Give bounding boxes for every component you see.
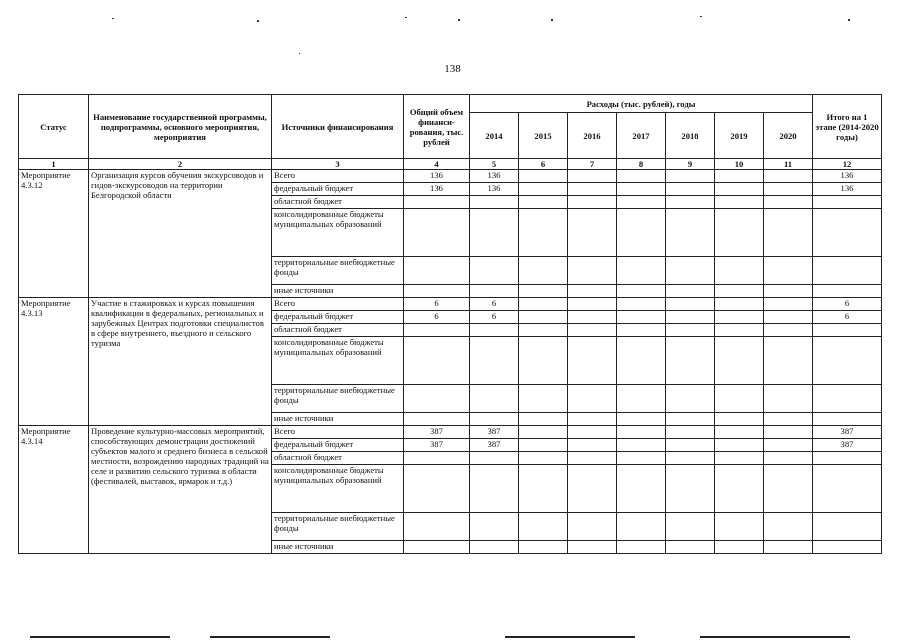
- year-cell: [666, 311, 715, 324]
- funding-source: консолидированные бюджеты муниципальных образований: [272, 337, 404, 385]
- scan-edge-line: [700, 636, 850, 638]
- year-2014-cell: 136: [470, 170, 519, 183]
- year-cell: [715, 452, 764, 465]
- total-volume-cell: [404, 452, 470, 465]
- total-volume-cell: 6: [404, 311, 470, 324]
- funding-source: федеральный бюджет: [272, 439, 404, 452]
- year-2014-cell: [470, 385, 519, 413]
- stage-total-cell: [813, 285, 882, 298]
- year-cell: [764, 541, 813, 554]
- stage-total-cell: [813, 452, 882, 465]
- year-cell: [715, 541, 764, 554]
- year-cell: [617, 257, 666, 285]
- year-cell: [666, 452, 715, 465]
- total-volume-cell: [404, 337, 470, 385]
- funding-source: Всего: [272, 298, 404, 311]
- year-cell: [666, 324, 715, 337]
- year-cell: [666, 298, 715, 311]
- stage-total-cell: [813, 257, 882, 285]
- year-cell: [666, 385, 715, 413]
- year-cell: [617, 170, 666, 183]
- funding-source: иные источники: [272, 413, 404, 426]
- header-sources: Источники финансирования: [272, 95, 404, 159]
- year-cell: [666, 209, 715, 257]
- year-cell: [617, 209, 666, 257]
- year-cell: [764, 337, 813, 385]
- page-number: 138: [444, 63, 461, 75]
- year-cell: [715, 183, 764, 196]
- year-cell: [519, 183, 568, 196]
- year-cell: [519, 426, 568, 439]
- stage-total-cell: [813, 196, 882, 209]
- stage-total-cell: [813, 413, 882, 426]
- total-volume-cell: 6: [404, 298, 470, 311]
- year-cell: [666, 285, 715, 298]
- year-cell: [519, 324, 568, 337]
- year-cell: [568, 285, 617, 298]
- total-volume-cell: [404, 209, 470, 257]
- scan-speck: [551, 19, 553, 21]
- funding-source: федеральный бюджет: [272, 183, 404, 196]
- funding-source: федеральный бюджет: [272, 311, 404, 324]
- total-volume-cell: 136: [404, 170, 470, 183]
- year-cell: [617, 385, 666, 413]
- column-index: 7: [568, 159, 617, 170]
- year-cell: [568, 413, 617, 426]
- column-index: 6: [519, 159, 568, 170]
- year-cell: [519, 209, 568, 257]
- year-cell: [764, 257, 813, 285]
- year-cell: [715, 426, 764, 439]
- year-cell: [568, 257, 617, 285]
- year-cell: [666, 257, 715, 285]
- year-2014-cell: [470, 465, 519, 513]
- header-year: 2015: [519, 113, 568, 159]
- year-cell: [617, 285, 666, 298]
- scan-speck: [112, 18, 114, 19]
- year-cell: [519, 413, 568, 426]
- year-cell: [666, 439, 715, 452]
- event-name: Участие в стажировках и курсах повышения квалификации в федеральных, региональных и зарубежных Центрах подготовки специалистов в сфере внутреннего, въездного и сельского туризма: [89, 298, 272, 426]
- year-2014-cell: 387: [470, 439, 519, 452]
- header-program-name: Наименование государственной программы, подпрограммы, основного мероприятия, мероприятия: [89, 95, 272, 159]
- year-cell: [715, 413, 764, 426]
- year-cell: [715, 385, 764, 413]
- stage-total-cell: [813, 465, 882, 513]
- stage-total-cell: [813, 324, 882, 337]
- year-cell: [666, 413, 715, 426]
- year-2014-cell: [470, 413, 519, 426]
- year-cell: [764, 465, 813, 513]
- year-cell: [519, 285, 568, 298]
- year-2014-cell: [470, 541, 519, 554]
- header-year: 2016: [568, 113, 617, 159]
- column-index: 4: [404, 159, 470, 170]
- year-cell: [666, 465, 715, 513]
- year-2014-cell: [470, 209, 519, 257]
- stage-total-cell: [813, 513, 882, 541]
- total-volume-cell: [404, 465, 470, 513]
- stage-total-cell: 6: [813, 298, 882, 311]
- year-cell: [764, 196, 813, 209]
- funding-source: территориальные внебюджетные фонды: [272, 513, 404, 541]
- scan-speck: [848, 19, 850, 21]
- year-2014-cell: 387: [470, 426, 519, 439]
- year-cell: [764, 285, 813, 298]
- column-index: 10: [715, 159, 764, 170]
- header-stage-total: Итого на 1 этапе (2014-2020 годы): [813, 95, 882, 159]
- year-cell: [764, 170, 813, 183]
- year-cell: [764, 311, 813, 324]
- scan-edge-line: [505, 636, 635, 638]
- total-volume-cell: [404, 513, 470, 541]
- scan-speck: [405, 17, 407, 18]
- year-cell: [666, 170, 715, 183]
- funding-source: областной бюджет: [272, 196, 404, 209]
- header-year: 2018: [666, 113, 715, 159]
- year-2014-cell: [470, 513, 519, 541]
- event-status: Мероприятие 4.3.12: [19, 170, 89, 298]
- year-cell: [519, 439, 568, 452]
- year-cell: [666, 337, 715, 385]
- scan-speck: [299, 53, 300, 54]
- year-cell: [568, 311, 617, 324]
- year-cell: [568, 513, 617, 541]
- header-total-volume: Общий объем финанси-рования, тыс. рублей: [404, 95, 470, 159]
- year-cell: [617, 196, 666, 209]
- year-cell: [519, 513, 568, 541]
- year-cell: [617, 439, 666, 452]
- year-cell: [568, 439, 617, 452]
- scan-speck: [458, 19, 460, 21]
- scan-edge-line: [30, 636, 170, 638]
- year-cell: [666, 196, 715, 209]
- column-index: 5: [470, 159, 519, 170]
- funding-source: областной бюджет: [272, 324, 404, 337]
- year-cell: [568, 183, 617, 196]
- year-2014-cell: [470, 452, 519, 465]
- stage-total-cell: 6: [813, 311, 882, 324]
- year-cell: [666, 513, 715, 541]
- total-volume-cell: [404, 541, 470, 554]
- total-volume-cell: 387: [404, 426, 470, 439]
- year-cell: [519, 541, 568, 554]
- total-volume-cell: [404, 324, 470, 337]
- stage-total-cell: 387: [813, 439, 882, 452]
- year-cell: [764, 452, 813, 465]
- year-2014-cell: [470, 337, 519, 385]
- year-cell: [715, 513, 764, 541]
- year-cell: [715, 465, 764, 513]
- event-name: Организация курсов обучения экскурсоводов и гидов-экскурсоводов на территории Белгородской области: [89, 170, 272, 298]
- year-cell: [764, 385, 813, 413]
- year-cell: [617, 465, 666, 513]
- column-index: 9: [666, 159, 715, 170]
- header-status: Статус: [19, 95, 89, 159]
- year-2014-cell: [470, 257, 519, 285]
- header-year: 2019: [715, 113, 764, 159]
- funding-source: областной бюджет: [272, 452, 404, 465]
- funding-source: территориальные внебюджетные фонды: [272, 385, 404, 413]
- scan-speck: [257, 20, 259, 22]
- year-cell: [568, 324, 617, 337]
- scan-edge-line: [210, 636, 330, 638]
- total-volume-cell: [404, 196, 470, 209]
- total-volume-cell: [404, 413, 470, 426]
- year-cell: [568, 426, 617, 439]
- year-cell: [617, 452, 666, 465]
- stage-total-cell: [813, 209, 882, 257]
- stage-total-cell: 136: [813, 183, 882, 196]
- year-cell: [519, 196, 568, 209]
- year-cell: [764, 413, 813, 426]
- year-cell: [519, 452, 568, 465]
- stage-total-cell: [813, 385, 882, 413]
- year-2014-cell: 6: [470, 298, 519, 311]
- year-cell: [617, 311, 666, 324]
- year-cell: [715, 209, 764, 257]
- year-cell: [519, 385, 568, 413]
- column-index: 8: [617, 159, 666, 170]
- total-volume-cell: [404, 285, 470, 298]
- funding-source: Всего: [272, 170, 404, 183]
- year-cell: [715, 170, 764, 183]
- total-volume-cell: 136: [404, 183, 470, 196]
- year-cell: [764, 426, 813, 439]
- year-cell: [764, 324, 813, 337]
- event-name: Проведение культурно-массовых мероприятий, способствующих демонстрации достижений субъектов малого и среднего бизнеса в сельской местности, возрождению народных традиций на селе и развитию сельского туризма в области (фестивалей, выставок, ярмарок и т.д.): [89, 426, 272, 554]
- year-cell: [715, 285, 764, 298]
- year-cell: [568, 209, 617, 257]
- event-status: Мероприятие 4.3.13: [19, 298, 89, 426]
- year-cell: [568, 196, 617, 209]
- year-cell: [764, 298, 813, 311]
- total-volume-cell: [404, 257, 470, 285]
- year-2014-cell: [470, 324, 519, 337]
- funding-source: иные источники: [272, 541, 404, 554]
- year-cell: [568, 452, 617, 465]
- year-cell: [715, 257, 764, 285]
- year-cell: [568, 385, 617, 413]
- total-volume-cell: [404, 385, 470, 413]
- year-cell: [519, 170, 568, 183]
- funding-source: территориальные внебюджетные фонды: [272, 257, 404, 285]
- column-index: 11: [764, 159, 813, 170]
- year-cell: [617, 337, 666, 385]
- funding-source: Всего: [272, 426, 404, 439]
- header-year: 2020: [764, 113, 813, 159]
- year-cell: [715, 324, 764, 337]
- year-2014-cell: 136: [470, 183, 519, 196]
- year-cell: [617, 413, 666, 426]
- year-cell: [715, 337, 764, 385]
- stage-total-cell: [813, 337, 882, 385]
- year-cell: [764, 183, 813, 196]
- funding-source: консолидированные бюджеты муниципальных образований: [272, 465, 404, 513]
- year-cell: [666, 183, 715, 196]
- year-cell: [568, 170, 617, 183]
- year-cell: [764, 513, 813, 541]
- table-row: [19, 426, 882, 439]
- year-cell: [617, 183, 666, 196]
- header-year: 2017: [617, 113, 666, 159]
- header-year: 2014: [470, 113, 519, 159]
- year-cell: [617, 513, 666, 541]
- scan-speck: [700, 16, 702, 17]
- funding-source: иные источники: [272, 285, 404, 298]
- budget-table: [18, 94, 882, 554]
- year-cell: [519, 298, 568, 311]
- table-row: [19, 170, 882, 183]
- year-cell: [715, 298, 764, 311]
- table-row: [19, 298, 882, 311]
- stage-total-cell: 136: [813, 170, 882, 183]
- year-cell: [715, 196, 764, 209]
- year-cell: [568, 541, 617, 554]
- column-index: 1: [19, 159, 89, 170]
- year-cell: [519, 311, 568, 324]
- column-index: 2: [89, 159, 272, 170]
- year-cell: [617, 426, 666, 439]
- year-cell: [666, 426, 715, 439]
- year-cell: [764, 439, 813, 452]
- event-status: Мероприятие 4.3.14: [19, 426, 89, 554]
- year-cell: [519, 465, 568, 513]
- year-cell: [617, 324, 666, 337]
- year-cell: [666, 541, 715, 554]
- header-expenses-group: Расходы (тыс. рублей), годы: [470, 95, 813, 113]
- year-cell: [568, 465, 617, 513]
- column-index: 3: [272, 159, 404, 170]
- year-cell: [617, 541, 666, 554]
- year-2014-cell: [470, 196, 519, 209]
- year-cell: [715, 439, 764, 452]
- year-cell: [519, 337, 568, 385]
- column-index: 12: [813, 159, 882, 170]
- stage-total-cell: [813, 541, 882, 554]
- year-2014-cell: 6: [470, 311, 519, 324]
- year-cell: [568, 298, 617, 311]
- year-cell: [519, 257, 568, 285]
- year-cell: [617, 298, 666, 311]
- funding-source: консолидированные бюджеты муниципальных образований: [272, 209, 404, 257]
- year-2014-cell: [470, 285, 519, 298]
- total-volume-cell: 387: [404, 439, 470, 452]
- year-cell: [568, 337, 617, 385]
- year-cell: [764, 209, 813, 257]
- year-cell: [715, 311, 764, 324]
- stage-total-cell: 387: [813, 426, 882, 439]
